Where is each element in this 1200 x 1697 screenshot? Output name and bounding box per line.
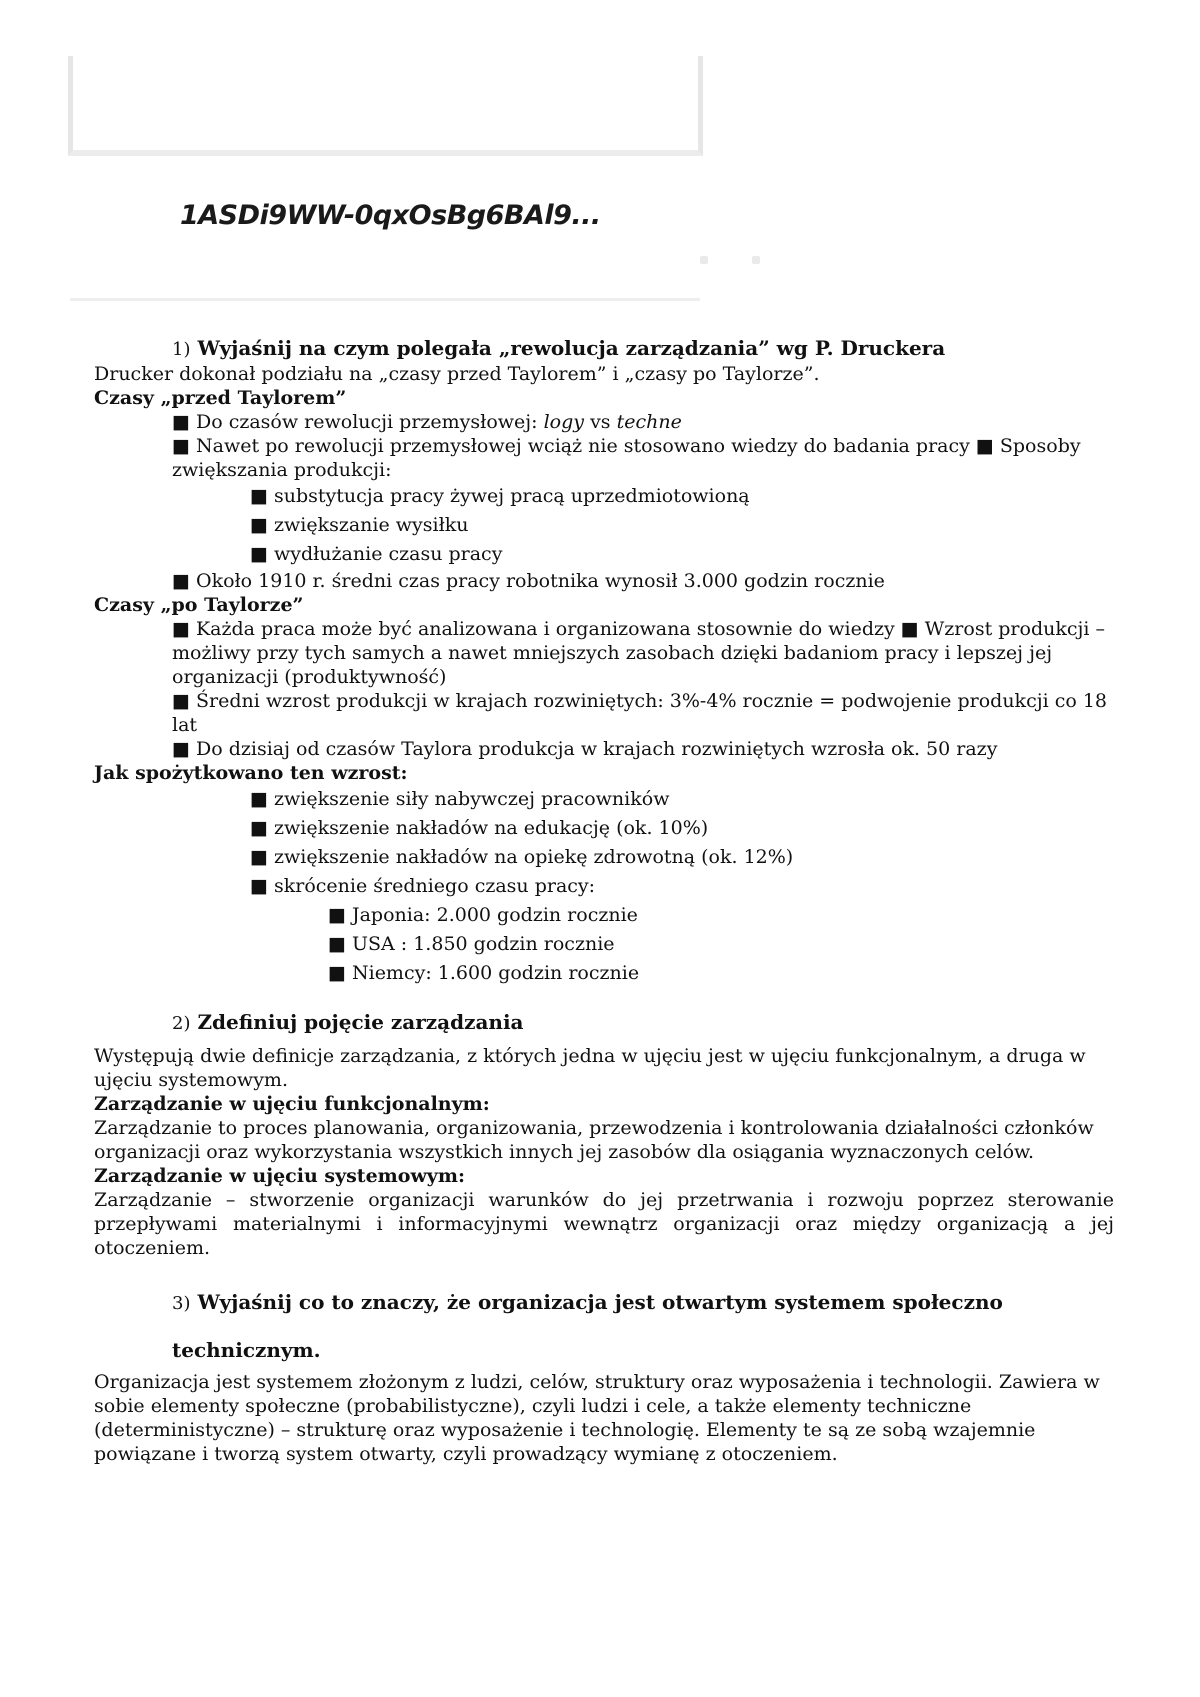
q1-before-sub-item-2: ■ zwiększanie wysiłku	[250, 514, 469, 536]
q1-after-bullet-1: ■ Każda praca może być analizowana i organizowana stosownie do wiedzy ■ Wzrost produkcji – możliwy przy tych samych a nawet mniejszych zasobach dzięki badaniom pracy i lepszej jej organizacji (produktywność)	[172, 618, 1106, 688]
q1-intro: Drucker dokonał podziału na „czasy przed Taylorem” i „czasy po Taylorze”.	[94, 363, 820, 385]
q2-functional-heading: Zarządzanie w ujęciu funkcjonalnym:	[94, 1093, 490, 1115]
q1-use-item-1: ■ zwiększenie siły nabywczej pracowników	[250, 788, 670, 810]
decorative-dot	[700, 256, 708, 264]
q1-before-heading: Czasy „przed Taylorem”	[94, 387, 347, 409]
q2-intro: Występują dwie definicje zarządzania, z których jedna w ujęciu jest w ujęciu funkcjonalnym, a druga w ujęciu systemowym.	[94, 1045, 1086, 1091]
q1-before-bullet-1: ■ Do czasów rewolucji przemysłowej: logy vs techne	[172, 411, 682, 433]
q1-use-item-3: ■ zwiększenie nakładów na opiekę zdrowotną (ok. 12%)	[250, 846, 794, 868]
decorative-dot	[752, 256, 760, 264]
q1-before-sub-item-3: ■ wydłużanie czasu pracy	[250, 543, 503, 565]
question-1-heading: 1) Wyjaśnij na czym polegała „rewolucja zarządzania” wg P. Druckera	[172, 336, 946, 360]
q1-hours-germany: ■ Niemcy: 1.600 godzin rocznie	[328, 962, 640, 984]
q1-after-heading: Czasy „po Taylorze”	[94, 594, 304, 616]
q1-use-heading: Jak spożytkowano ten wzrost:	[94, 762, 408, 784]
file-title: 1ASDi9WW-0qxOsBg6BAl9...	[180, 200, 601, 231]
q1-hours-japan: ■ Japonia: 2.000 godzin rocznie	[328, 904, 638, 926]
q1-before-sub-item-1: ■ substytucja pracy żywej pracą uprzedmiotowioną	[250, 485, 750, 507]
q2-systemic-text: Zarządzanie – stworzenie organizacji warunków do jej przetrwania i rozwoju poprzez sterowanie przepływami materialnymi i informacyjnymi wewnątrz organizacji oraz między organizacją a jej otoczeniem.	[94, 1189, 1114, 1259]
q3-text: Organizacja jest systemem złożonym z ludzi, celów, struktury oraz wyposażenia i technologii. Zawiera w sobie elementy społeczne (probabilistyczne), czyli ludzi i cele, a także elementy techniczne (deterministyczne) – strukturę oraz wyposażenie i technologię. Elementy te są ze sobą wzajemnie powiązane i tworzą system otwarty, czyli prowadzący wymianę z otoczeniem.	[94, 1371, 1100, 1465]
document-preview-frame	[68, 56, 703, 156]
document-body	[94, 336, 1114, 1466]
q1-after-bullet-2: ■ Średni wzrost produkcji w krajach rozwiniętych: 3%-4% rocznie = podwojenie produkcji co 18 lat	[172, 690, 1108, 736]
q1-after-bullet-3: ■ Do dzisiaj od czasów Taylora produkcja w krajach rozwiniętych wzrosła ok. 50 razy	[172, 738, 998, 760]
q1-before-bullet-3: ■ Około 1910 r. średni czas pracy robotnika wynosił 3.000 godzin rocznie	[172, 570, 885, 592]
question-3-heading-line-1: 3) Wyjaśnij co to znaczy, że organizacja jest otwartym systemem społeczno	[172, 1290, 1003, 1314]
question-2-heading: 2) Zdefiniuj pojęcie zarządzania	[172, 1010, 524, 1034]
q2-systemic-heading: Zarządzanie w ujęciu systemowym:	[94, 1165, 465, 1187]
q1-hours-usa: ■ USA : 1.850 godzin rocznie	[328, 933, 615, 955]
q1-use-item-4: ■ skrócenie średniego czasu pracy:	[250, 875, 596, 897]
header-divider	[70, 298, 700, 301]
question-3-heading-line-2: technicznym.	[172, 1338, 321, 1362]
q2-functional-text: Zarządzanie to proces planowania, organizowania, przewodzenia i kontrolowania działalności członków organizacji oraz wykorzystania wszystkich innych jej zasobów dla osiągania wyznaczonych celów.	[94, 1117, 1094, 1163]
q1-before-bullet-2: ■ Nawet po rewolucji przemysłowej wciąż nie stosowano wiedzy do badania pracy ■ Sposoby zwiększania produkcji:	[172, 435, 1081, 481]
q1-use-item-2: ■ zwiększenie nakładów na edukację (ok. 10%)	[250, 817, 709, 839]
